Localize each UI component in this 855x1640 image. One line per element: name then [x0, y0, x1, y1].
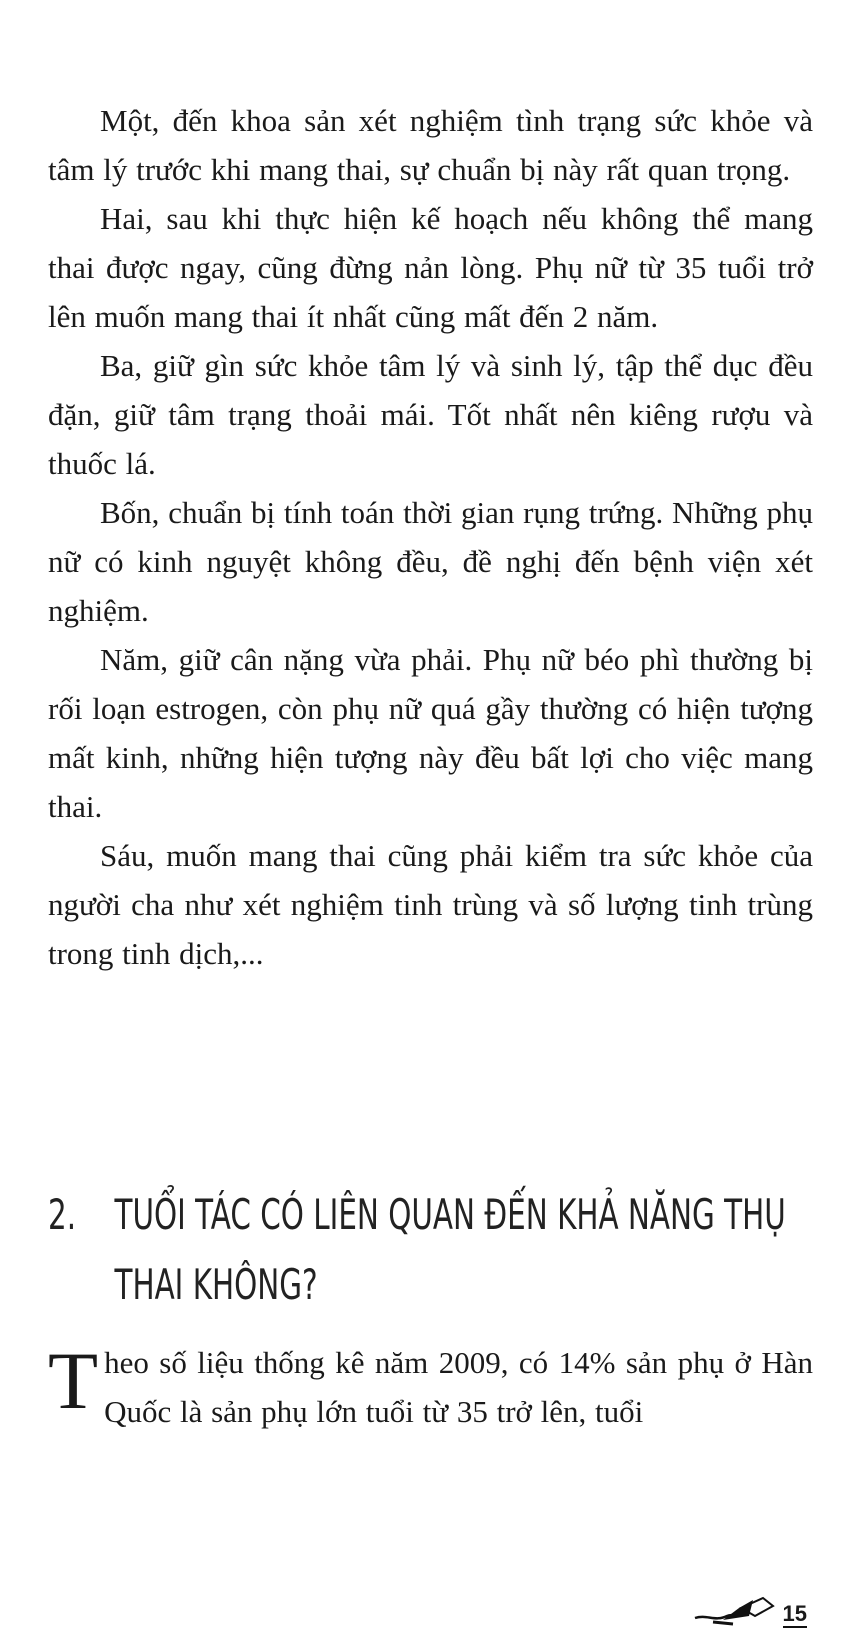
paragraph-2: Hai, sau khi thực hiện kế hoạch nếu không thể mang thai được ngay, cũng đừng nản lòng. Phụ nữ từ 35 tuổi trở lên muốn mang thai ít nhất cũng mất đến 2 năm. [48, 201, 813, 334]
paragraph-4: Bốn, chuẩn bị tính toán thời gian rụng trứng. Những phụ nữ có kinh nguyệt không đều, đề nghị đến bệnh viện xét nghiệm. [48, 495, 813, 628]
page-number: 15 [782, 1601, 807, 1626]
paragraph-3: Ba, giữ gìn sức khỏe tâm lý và sinh lý, tập thể dục đều đặn, giữ tâm trạng thoải mái. Tốt nhất nên kiêng rượu và thuốc lá. [48, 348, 813, 481]
pen-nib-ornament-icon [693, 1594, 779, 1628]
paragraph-6: Sáu, muốn mang thai cũng phải kiểm tra sức khỏe của người cha như xét nghiệm tinh trùng và số lượng tinh trùng trong tinh dịch,... [48, 838, 813, 971]
page-footer [693, 1594, 807, 1628]
section-number: 2. [48, 1190, 77, 1239]
paragraph-5: Năm, giữ cân nặng vừa phải. Phụ nữ béo phì thường bị rối loạn estrogen, còn phụ nữ quá gầy thường có hiện tượng mất kinh, những hiện tượng này đều bất lợi cho việc mang thai. [48, 642, 813, 824]
intro-paragraph [48, 1335, 813, 1436]
drop-cap: T [48, 1335, 99, 1426]
intro-text: heo số liệu thống kê năm 2009, có 14% sản phụ ở Hàn Quốc là sản phụ lớn tuổi từ 35 trở lên, tuổi [104, 1345, 813, 1429]
section-heading [48, 1180, 797, 1320]
body-text [48, 96, 813, 978]
section-title: TUỔI TÁC CÓ LIÊN QUAN ĐẾN KHẢ NĂNG THỤ THAI KHÔNG? [114, 1190, 786, 1309]
paragraph-1: Một, đến khoa sản xét nghiệm tình trạng sức khỏe và tâm lý trước khi mang thai, sự chuẩn bị này rất quan trọng. [48, 103, 813, 187]
